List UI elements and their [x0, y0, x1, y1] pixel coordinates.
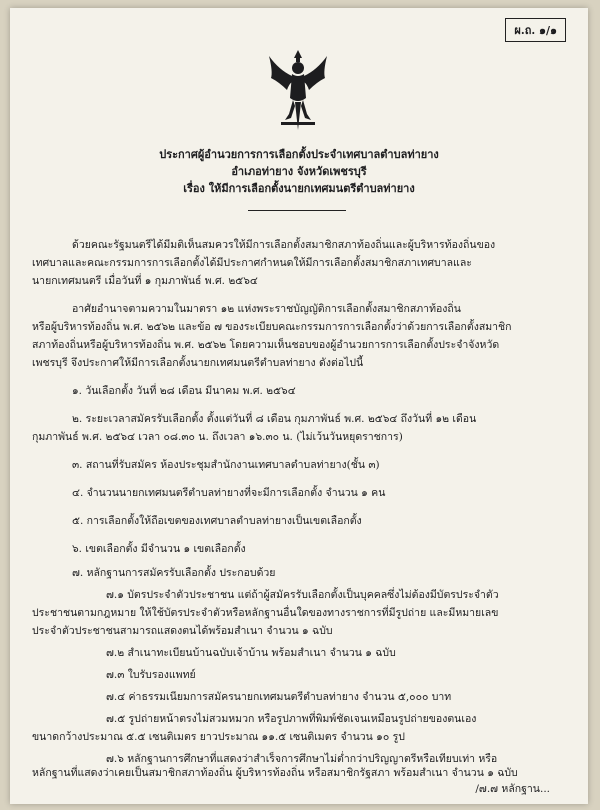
list-item: ๑. วันเลือกตั้ง วันที่ ๒๘ เดือน มีนาคม พ.ศ. ๒๕๖๔	[72, 385, 296, 397]
header-subject: เรื่อง ให้มีการเลือกตั้งนายกเทศมนตรีตำบลท่ายาง	[183, 182, 415, 195]
form-code-box: ผ.ถ. ๑/๑	[505, 18, 566, 42]
text-line: หรือผู้บริหารท้องถิ่น พ.ศ. ๒๕๖๒ และข้อ ๗ ของระเบียบคณะกรรมการการเลือกตั้งว่าด้วยการเลือกตั้งสมาชิก	[32, 321, 512, 333]
sub-item: ๗.๔ ค่าธรรมเนียมการสมัครนายกเทศมนตรีตำบลท่ายาง จำนวน ๕,๐๐๐ บาท	[106, 691, 452, 703]
document-page	[10, 8, 588, 804]
list-item: ๓. สถานที่รับสมัคร ห้องประชุมสำนักงานเทศบาลตำบลท่ายาง(ชั้น ๓)	[72, 459, 380, 471]
announcement-header	[10, 146, 588, 197]
list-item: ๕. การเลือกตั้งให้ถือเขตของเทศบาลตำบลท่ายางเป็นเขตเลือกตั้ง	[72, 515, 362, 527]
text-line: ด้วยคณะรัฐมนตรีได้มีมติเห็นสมควรให้มีการเลือกตั้งสมาชิกสภาท้องถิ่นและผู้บริหารท้องถิ่นของ	[72, 239, 496, 251]
continuation-note: /๗.๗ หลักฐาน...	[475, 783, 550, 795]
header-divider	[248, 210, 346, 211]
list-item: ๔. จำนวนนายกเทศมนตรีตำบลท่ายางที่จะมีการเลือกตั้ง จำนวน ๑ คน	[72, 487, 386, 499]
sub-item-continued: ประจำตัวประชาชนสามารถแสดงตนได้พร้อมสำเนา จำนวน ๑ ฉบับ	[32, 625, 333, 637]
sub-item: ๗.๕ รูปถ่ายหน้าตรงไม่สวมหมวก หรือรูปภาพที่พิมพ์ชัดเจนเหมือนรูปถ่ายของตนเอง	[106, 713, 477, 725]
sub-item: ๗.๖ หลักฐานการศึกษาที่แสดงว่าสำเร็จการศึกษาไม่ต่ำกว่าปริญญาตรีหรือเทียบเท่า หรือ	[106, 753, 498, 765]
sub-item-continued: ขนาดกว้างประมาณ ๕.๕ เซนติเมตร ยาวประมาณ ๑๑.๕ เซนติเมตร จำนวน ๑๐ รูป	[32, 731, 405, 743]
text-line: เทศบาลและคณะกรรมการการเลือกตั้งได้มีประกาศกำหนดให้มีการเลือกตั้งสมาชิกสภาเทศบาลและ	[32, 257, 472, 269]
sub-item: ๗.๓ ใบรับรองแพทย์	[106, 669, 196, 681]
header-district: อำเภอท่ายาง จังหวัดเพชรบุรี	[231, 165, 367, 178]
sub-item-continued: หลักฐานที่แสดงว่าเคยเป็นสมาชิกสภาท้องถิ่น ผู้บริหารท้องถิ่น หรือสมาชิกรัฐสภา พร้อมสำเนา จำนวน ๑ ฉบับ	[32, 767, 518, 779]
text-line: เพชรบุรี จึงประกาศให้มีการเลือกตั้งนายกเทศมนตรีตำบลท่ายาง ดังต่อไปนี้	[32, 357, 364, 369]
sub-item: ๗.๒ สำเนาทะเบียนบ้านฉบับเจ้าบ้าน พร้อมสำเนา จำนวน ๑ ฉบับ	[106, 647, 396, 659]
text-line: สภาท้องถิ่นหรือผู้บริหารท้องถิ่น พ.ศ. ๒๕๖๒ โดยความเห็นชอบของผู้อำนวยการการเลือกตั้งประจำจังหวัด	[32, 339, 500, 351]
text-line: อาศัยอำนาจตามความในมาตรา ๑๒ แห่งพระราชบัญญัติการเลือกตั้งสมาชิกสภาท้องถิ่น	[72, 303, 461, 315]
garuda-emblem-icon	[265, 48, 331, 134]
list-item-continued: กุมภาพันธ์ พ.ศ. ๒๕๖๔ เวลา ๐๘.๓๐ น. ถึงเวลา ๑๖.๓๐ น. (ไม่เว้นวันหยุดราชการ)	[32, 431, 403, 443]
header-title: ประกาศผู้อำนวยการการเลือกตั้งประจำเทศบาลตำบลท่ายาง	[159, 148, 439, 161]
list-item: ๖. เขตเลือกตั้ง มีจำนวน ๑ เขตเลือกตั้ง	[72, 543, 246, 555]
sub-item-continued: ประชาชนตามกฎหมาย ให้ใช้บัตรประจำตัวหรือหลักฐานอื่นใดของทางราชการที่มีรูปถ่าย และมีหมายเลข	[32, 607, 499, 619]
text-line: นายกเทศมนตรี เมื่อวันที่ ๑ กุมภาพันธ์ พ.ศ. ๒๕๖๔	[32, 275, 258, 287]
list-item: ๒. ระยะเวลาสมัครรับเลือกตั้ง ตั้งแต่วันที่ ๘ เดือน กุมภาพันธ์ พ.ศ. ๒๕๖๔ ถึงวันที่ ๑๒ เดือน	[72, 413, 477, 425]
sub-item: ๗.๑ บัตรประจำตัวประชาชน แต่ถ้าผู้สมัครรับเลือกตั้งเป็นบุคคลซึ่งไม่ต้องมีบัตรประจำตัว	[106, 589, 499, 601]
list-item: ๗. หลักฐานการสมัครรับเลือกตั้ง ประกอบด้วย	[72, 567, 276, 579]
